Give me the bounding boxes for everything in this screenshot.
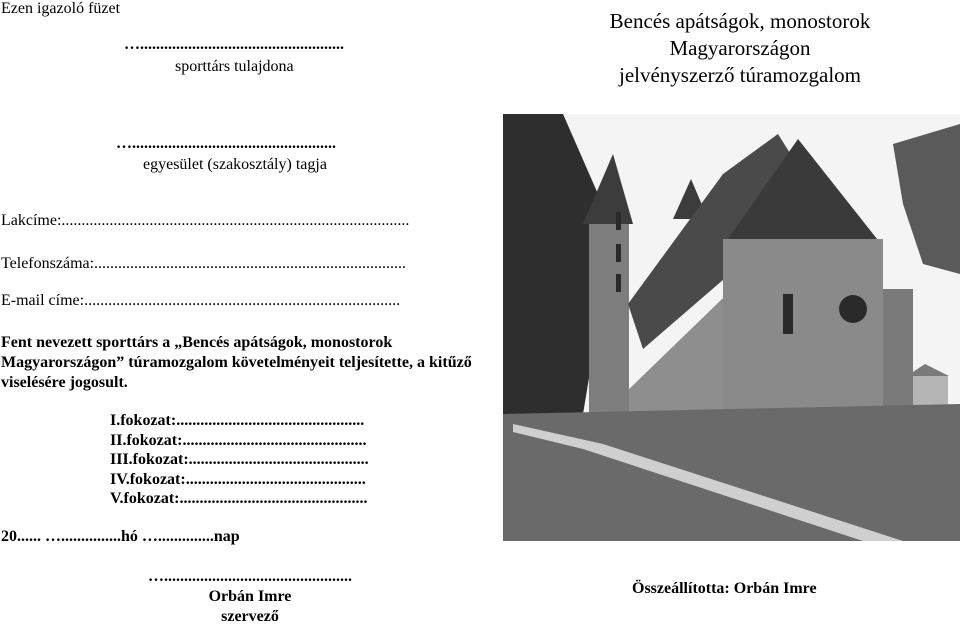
program-title-line-2: Magyarországon: [669, 36, 811, 60]
compiled-by: Összeállította: Orbán Imre: [632, 580, 817, 597]
email-field: E-mail címe:...............................................................................: [1, 292, 401, 309]
program-title-line-1: Bencés apátságok, monostorok: [609, 9, 871, 33]
level-4: IV.fokozat:.............................................: [110, 470, 366, 488]
photo-apse: [723, 239, 883, 429]
photo-rose-window: [839, 295, 867, 323]
signature-block: [130, 567, 370, 627]
club-label: egyesület (szakosztály) tagja: [143, 156, 327, 173]
level-1: I.fokozat:...............................................: [110, 412, 365, 429]
photo-tower-1: [589, 224, 629, 419]
date-line: 20...... …...............hó …..............nap: [1, 528, 240, 545]
owner-name-line: …...................................................: [124, 36, 344, 53]
level-2: II.fokozat:..............................................: [110, 431, 367, 449]
level-5: V.fokozat:...............................................: [110, 490, 368, 507]
photo-grass: [503, 404, 960, 541]
program-title: [520, 8, 960, 89]
level-list: [110, 411, 369, 509]
level-3: III.fokozat:.............................................: [110, 451, 369, 468]
signature-dots: …...............................................: [148, 568, 352, 585]
club-name-line: …...................................................: [116, 135, 336, 152]
signature-role: szervező: [221, 608, 279, 625]
church-photo: [503, 114, 960, 541]
certification-statement: Fent nevezett sporttárs a „Bencés apátságok, monostorok Magyarországon” túramozgalom követelményeit teljesítette, a kitűző viselésére jogosult.: [1, 334, 472, 391]
program-title-line-3: jelvényszerző túramozgalom: [619, 63, 861, 87]
booklet-title: Ezen igazoló füzet: [1, 0, 121, 17]
signature-name: Orbán Imre: [208, 588, 292, 605]
address-field: Lakcíme:.......................................................................................: [1, 212, 410, 229]
owner-label: sporttárs tulajdona: [175, 58, 294, 75]
phone-field: Telefonszáma:..............................................................................: [1, 255, 407, 272]
photo-window: [783, 294, 793, 334]
